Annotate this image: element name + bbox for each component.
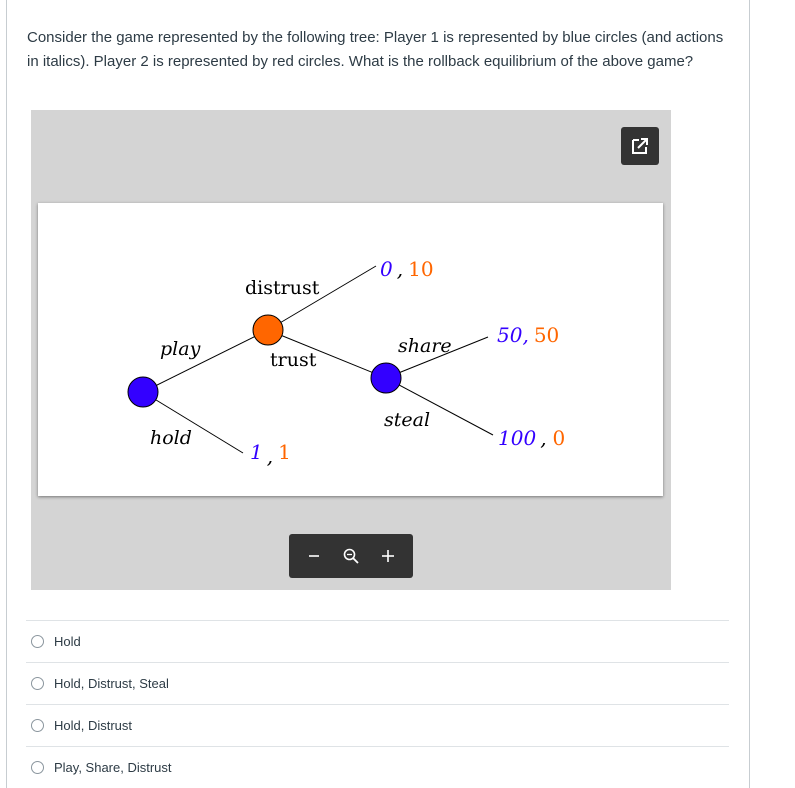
label-trust: trust (270, 349, 317, 371)
question-text: Consider the game represented by the following tree: Player 1 is represented by blue circles (and actions in italics). Player 2 is represented by red circles. What is the rollback equilibrium of the above game? (27, 29, 724, 70)
zoom-in-button[interactable] (374, 541, 402, 571)
answer-label: Hold (54, 634, 81, 649)
answer-option[interactable] (26, 704, 729, 746)
popout-button[interactable] (621, 127, 659, 165)
label-share: share (398, 335, 452, 357)
answer-label: Play, Share, Distrust (54, 760, 172, 775)
frame-border-right (749, 0, 750, 788)
game-tree-image (38, 203, 663, 496)
answer-list (26, 620, 729, 788)
label-play: play (160, 338, 201, 360)
player2-node (253, 315, 283, 345)
answer-label: Hold, Distrust (54, 718, 133, 733)
payoff-hold: 1 , 1 (250, 440, 291, 468)
answer-option[interactable] (26, 620, 729, 662)
radio-button[interactable] (31, 761, 44, 774)
label-hold: hold (150, 427, 192, 449)
magnifier-icon (342, 547, 360, 565)
player1-second-node (371, 363, 401, 393)
answer-option[interactable] (26, 746, 729, 788)
player1-root-node (128, 377, 158, 407)
zoom-reset-button[interactable] (337, 541, 365, 571)
image-viewer (31, 110, 671, 590)
game-tree-diagram (38, 203, 663, 496)
radio-button[interactable] (31, 719, 44, 732)
zoom-out-button[interactable] (300, 541, 328, 571)
frame-border-left (6, 0, 7, 788)
minus-icon (307, 549, 321, 563)
external-link-icon (630, 136, 650, 156)
radio-button[interactable] (31, 677, 44, 690)
answer-label: Hold, Distrust, Steal (54, 676, 169, 691)
label-steal: steal (384, 409, 431, 431)
label-distrust: distrust (245, 277, 320, 299)
plus-icon (380, 548, 396, 564)
payoff-steal: 100 , 0 (498, 426, 566, 450)
answer-option[interactable] (26, 662, 729, 704)
radio-button[interactable] (31, 635, 44, 648)
zoom-toolbar (289, 534, 413, 578)
payoff-distrust: 0 , 10 (380, 257, 434, 281)
payoff-share: 50, 50 (497, 323, 560, 347)
